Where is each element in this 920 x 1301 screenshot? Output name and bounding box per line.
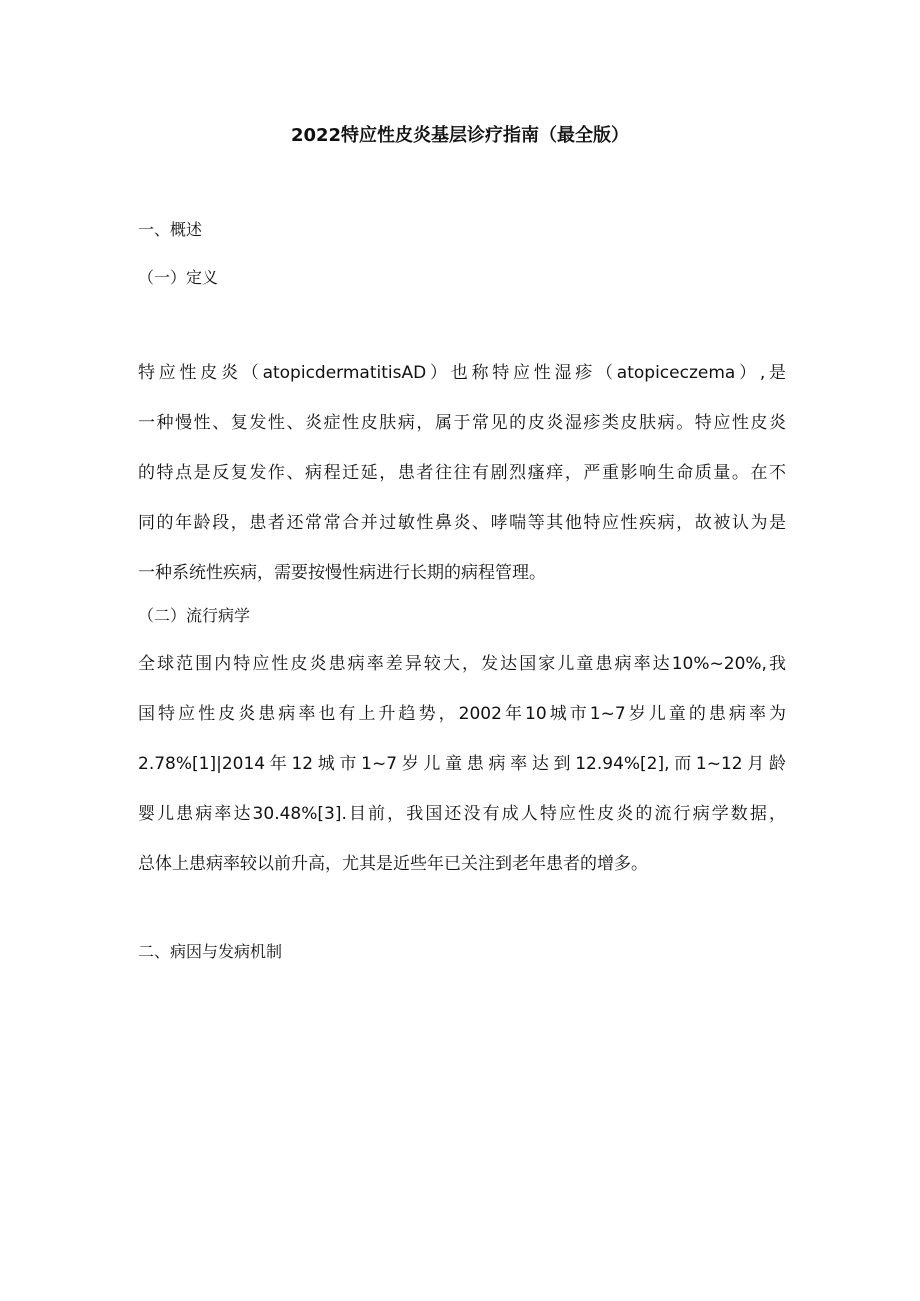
paragraph-line: 一种慢性、复发性、炎症性皮肤病，属于常见的皮炎湿疹类皮肤病。特应性皮炎	[138, 413, 786, 433]
paragraph-line: 2.78%[1]|2014年12城市1~7岁儿童患病率达到12.94%[2],而1~12月龄	[138, 754, 786, 774]
section-heading-overview: 一、概述	[138, 220, 203, 239]
paragraph-line: 同的年龄段，患者还常常合并过敏性鼻炎、哮喘等其他特应性疾病，故被认为是	[138, 513, 786, 533]
section-heading-etiology: 二、病因与发病机制	[138, 942, 283, 961]
paragraph-line: 的特点是反复发作、病程迁延，患者往往有剧烈瘙痒，严重影响生命质量。在不	[138, 463, 786, 483]
paragraph-line: 婴儿患病率达30.48%[3].目前，我国还没有成人特应性皮炎的流行病学数据，	[138, 804, 786, 824]
epidemiology-paragraph	[138, 650, 786, 900]
paragraph-line: 国特应性皮炎患病率也有上升趋势，2002年10城市1~7岁儿童的患病率为	[138, 704, 786, 724]
subsection-heading-definition: （一）定义	[138, 268, 219, 287]
subsection-heading-epidemiology: （二）流行病学	[138, 606, 251, 625]
paragraph-line: 一种系统性疾病，需要按慢性病进行长期的病程管理。	[138, 563, 546, 583]
document-title: 2022特应性皮炎基层诊疗指南（最全版）	[290, 125, 630, 146]
paragraph-line: 特应性皮炎（atopicdermatitisAD）也称特应性湿疹（atopiceczema）,是	[138, 363, 786, 383]
paragraph-line: 全球范围内特应性皮炎患病率差异较大，发达国家儿童患病率达10%~20%,我	[138, 654, 786, 674]
definition-paragraph	[138, 359, 786, 609]
paragraph-line: 总体上患病率较以前升高，尤其是近些年已关注到老年患者的增多。	[138, 854, 648, 874]
